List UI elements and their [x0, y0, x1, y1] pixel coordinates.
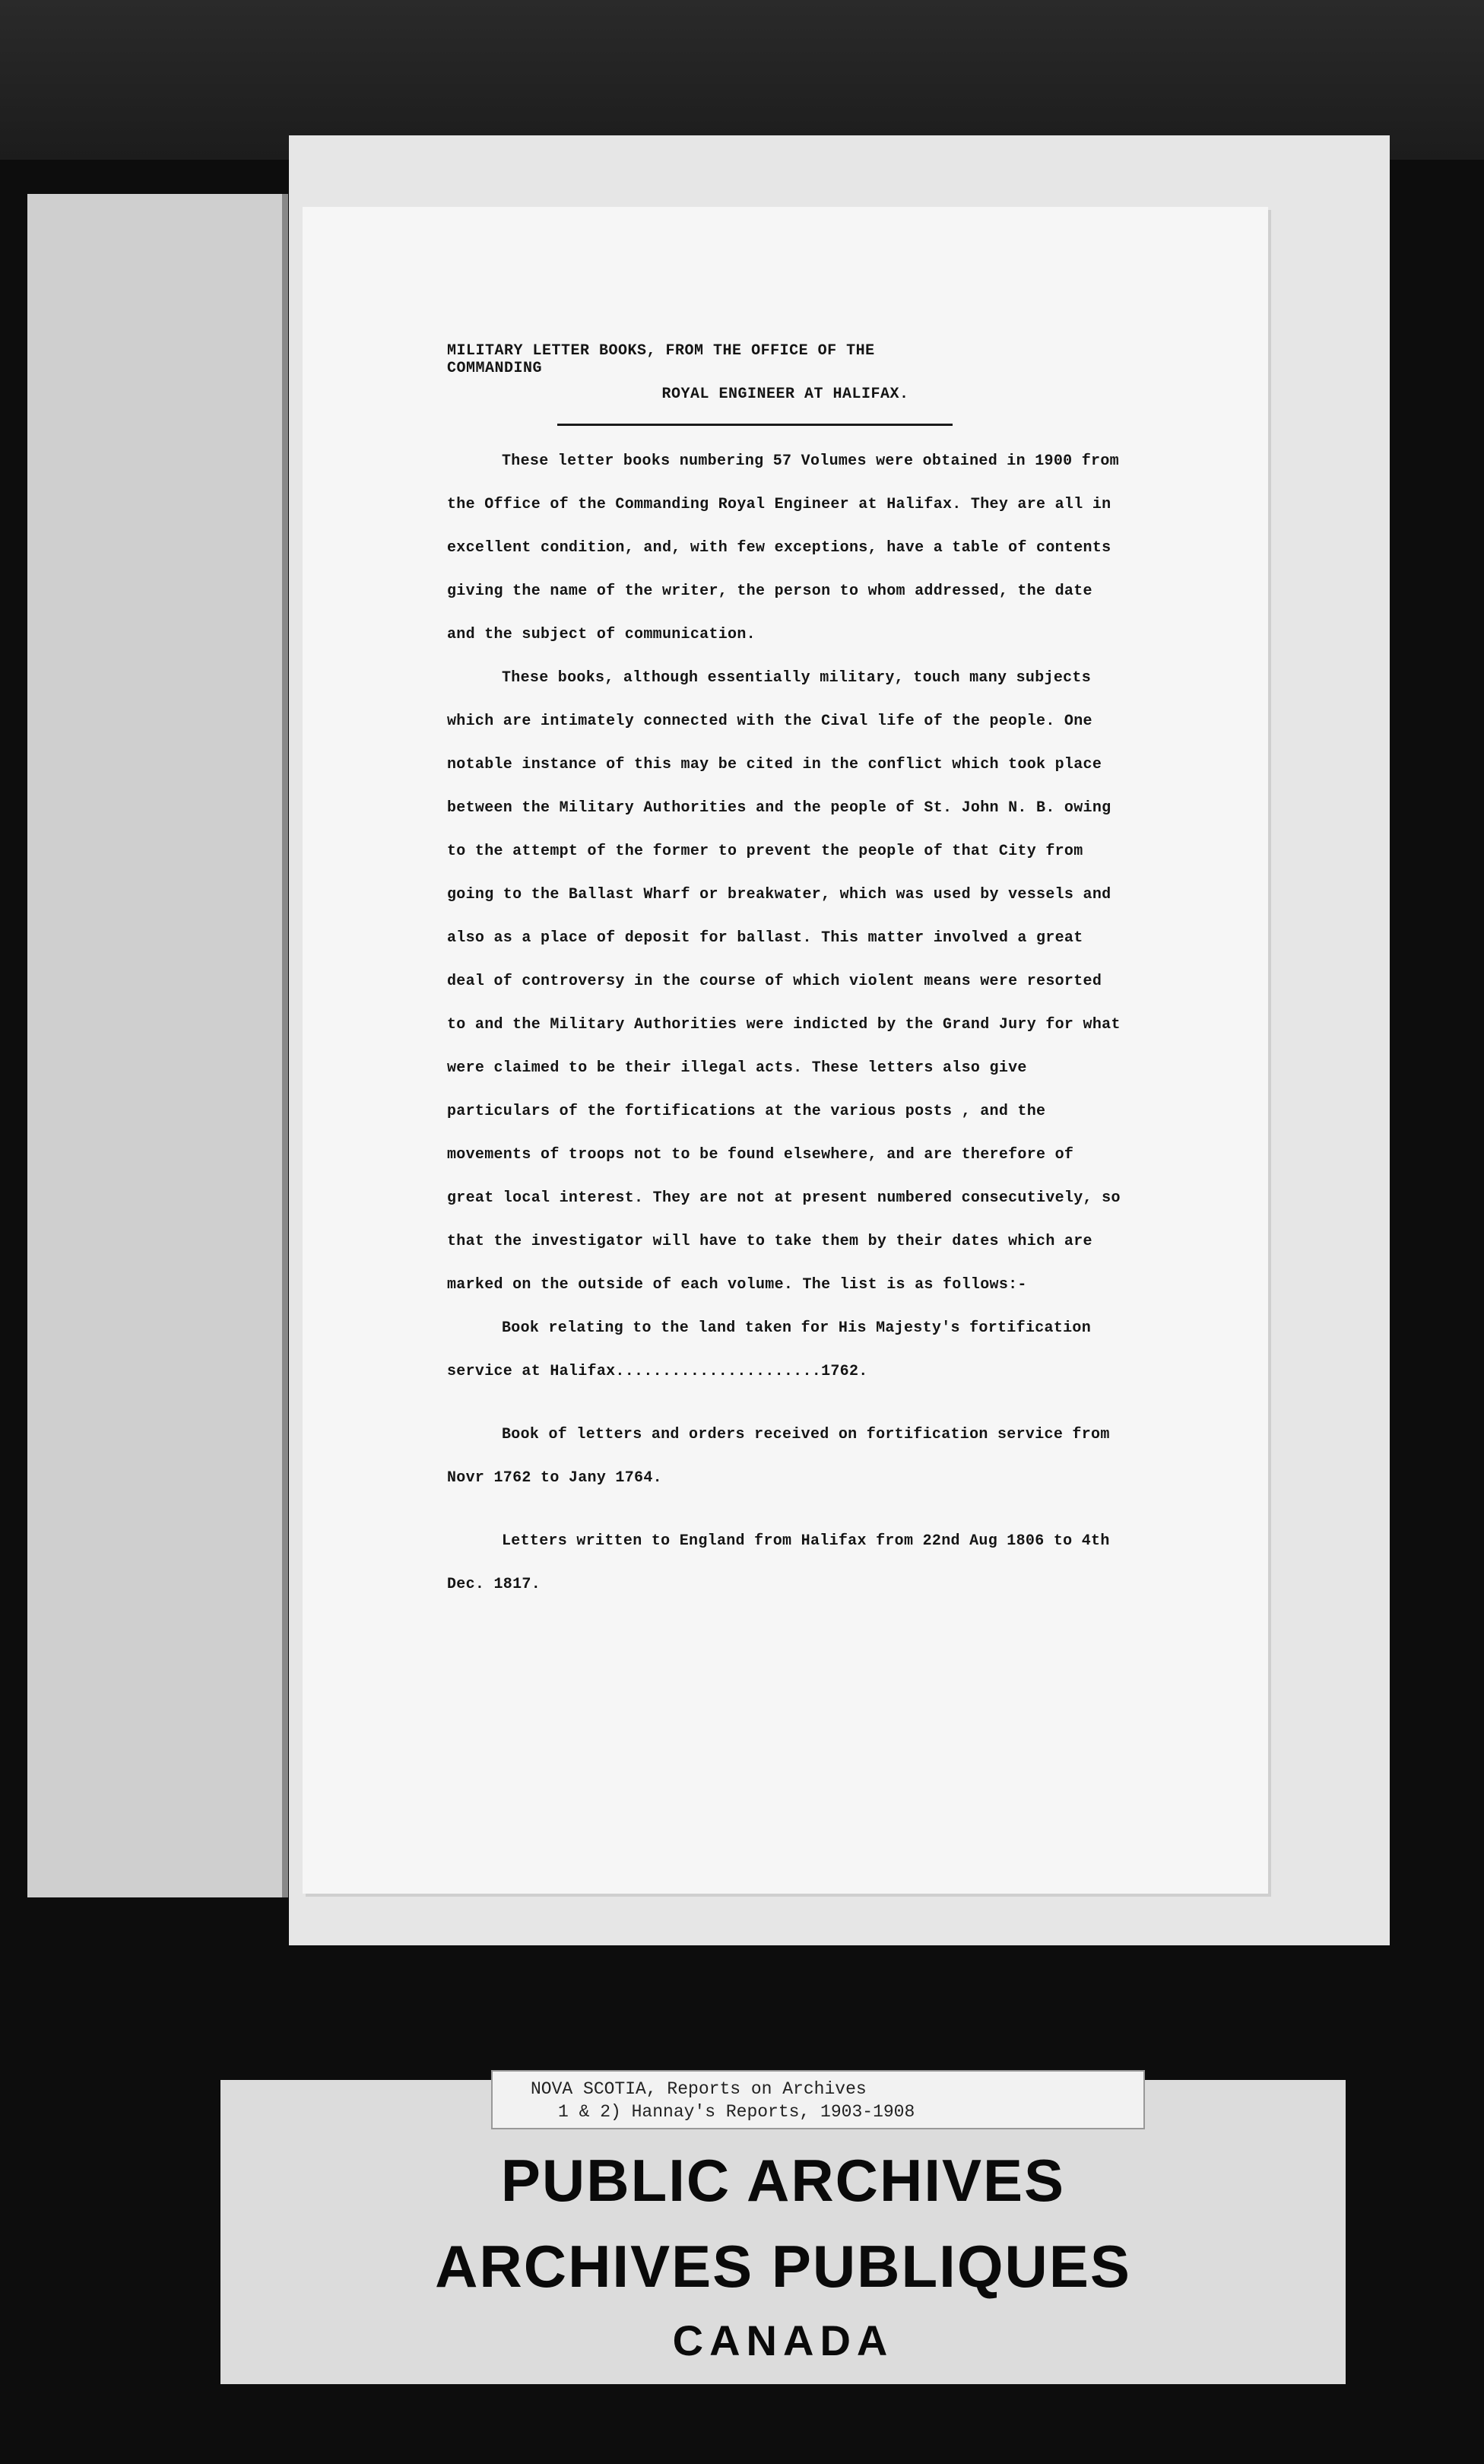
label-line1: NOVA SCOTIA, Reports on Archives	[531, 2079, 867, 2099]
list-entry-1806-1817: Letters written to England from Halifax from 22nd Aug 1806 to 4th Dec. 1817.	[447, 1532, 1119, 1593]
binder-left-board	[27, 194, 288, 1897]
paragraph-intro: These letter books numbering 57 Volumes were obtained in 1900 from the Office of the Commanding Royal Engineer at Halifax. They are all in excellent condition, and, with few exceptions, have a table of contents giving the name of the writer, the person to whom addressed, the date and the subject of communication.	[447, 452, 1129, 643]
title-underline	[557, 424, 953, 426]
document-body	[447, 440, 1130, 1606]
paragraph-description: These books, although essentially military, touch many subjects which are intimately connected with the Cival life of the people. One notable instance of this may be cited in the conflict which took place between the Military Authorities and the people of St. John N. B. owing to the attempt of the former to prevent the people of that City from going to the Ballast Wharf or breakwater, which was used by vessels and also as a place of deposit for ballast. This matter involved a great deal of controversy in the course of which violent means were resorted to and the Military Authorities were indicted by the Grand Jury for what were claimed to be their illegal acts. These letters also give particulars of the fortifications at the various posts , and the movements of troops not to be found elsewhere, and are therefore of great local interest. They are not at present numbered consecutively, so that the investigator will have to take them by their dates which are marked on the outside of each volume. The list is as follows:-	[447, 669, 1130, 1294]
document-title-line2: ROYAL ENGINEER AT HALIFAX.	[661, 386, 909, 403]
collection-label	[491, 2070, 1145, 2129]
stamp-public-archives: PUBLIC ARCHIVES	[500, 2147, 1066, 2214]
stamp-archives-publiques: ARCHIVES PUBLIQUES	[435, 2233, 1131, 2300]
list-entry-1762: Book relating to the land taken for His Majesty's fortification service at Halifax......................1762.	[447, 1319, 1101, 1380]
document-title-line1: MILITARY LETTER BOOKS, FROM THE OFFICE OF THE COMMANDING	[447, 342, 875, 377]
label-line2: 1 & 2) Hannay's Reports, 1903-1908	[558, 2102, 915, 2122]
stamp-canada: CANADA	[672, 2316, 894, 2364]
list-entry-1762-1764: Book of letters and orders received on fortification service from Novr 1762 to Jany 1764.	[447, 1426, 1119, 1487]
typed-page	[303, 207, 1268, 1894]
